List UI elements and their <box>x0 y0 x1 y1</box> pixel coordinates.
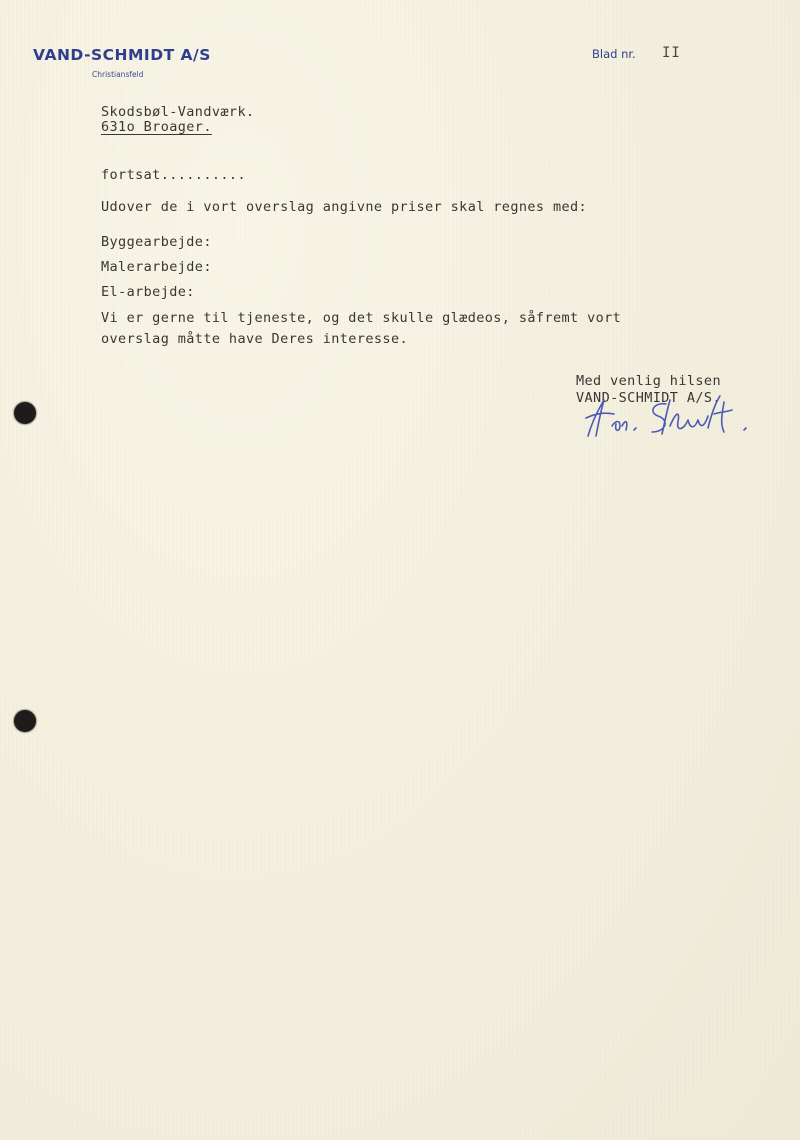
handwritten-signature <box>574 392 764 444</box>
company-city: Christiansfeld <box>92 70 144 79</box>
punch-hole-top <box>14 402 36 424</box>
item-painting-work: Malerarbejde: <box>101 259 212 275</box>
continued-marker: fortsat.......... <box>101 167 246 183</box>
item-electrical-work: El-arbejde: <box>101 284 195 300</box>
recipient-name: Skodsbøl-Vandværk. <box>101 104 255 120</box>
sheet-label: Blad nr. <box>592 47 636 61</box>
closing-line-1: Vi er gerne til tjeneste, og det skulle glædeos, såfremt vort <box>101 310 622 326</box>
recipient-address: 631o Broager. <box>101 119 212 135</box>
signoff-company: VAND-SCHMIDT A/S. <box>576 390 721 406</box>
company-logo: VAND-SCHMIDT A/S <box>33 46 211 64</box>
closing-line-2: overslag måtte have Deres interesse. <box>101 331 408 347</box>
signoff-greeting: Med venlig hilsen <box>576 373 721 389</box>
intro-text: Udover de i vort overslag angivne priser skal regnes med: <box>101 199 588 215</box>
punch-hole-bottom <box>14 710 36 732</box>
sheet-number: II <box>662 45 681 61</box>
item-building-work: Byggearbejde: <box>101 234 212 250</box>
